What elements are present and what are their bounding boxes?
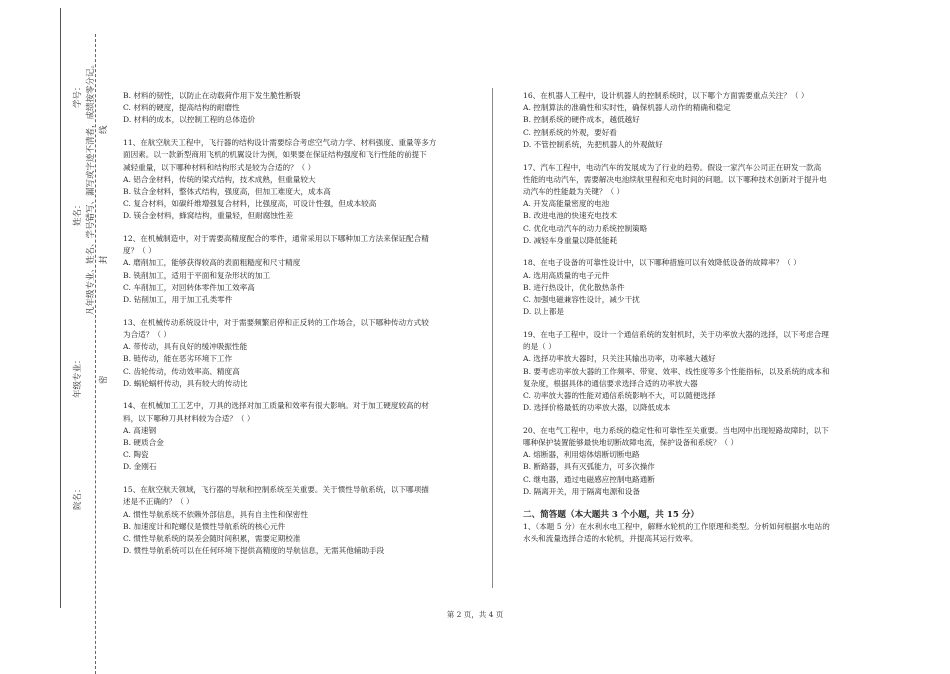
answer-option: B. 加速度计和陀螺仪是惯性导航系统的核心元件 — [123, 521, 286, 531]
right-column — [523, 90, 843, 545]
answer-option: C. 复合材料，如碳纤维增强复合材料，比强度高，可设计性强，但成本较高 — [123, 199, 377, 209]
answer-option: D. 蜗轮蜗杆传动，具有较大的传动比 — [123, 378, 248, 388]
spacer — [523, 498, 843, 509]
spacer — [523, 247, 843, 258]
answer-option: D. 惯性导航系统可以在任何环境下提供高精度的导航信息，无需其他辅助手段 — [123, 546, 385, 556]
answer-option: B. 硬质合金 — [123, 438, 164, 448]
seal-char: 封 — [99, 255, 109, 264]
answer-option: D. 金刚石 — [123, 462, 157, 472]
answer-option: B. 链传动，能在恶劣环境下工作 — [123, 354, 233, 364]
binding-border-line — [60, 8, 61, 608]
answer-option: B. 断路器，具有灭弧能力，可多次操作 — [523, 462, 655, 472]
spacer — [523, 151, 843, 162]
question-text: 的是（ ） — [523, 342, 556, 352]
answer-option: A. 开发高能量密度的电池 — [523, 199, 610, 209]
answer-option: B. 控制系统的硬件成本，越低越好 — [523, 115, 640, 125]
question-text: 17、汽车工程中，电动汽车的发展成为了行业的趋势。假设一家汽车公司正在研发一款高 — [523, 162, 822, 172]
question-text: 11、在航空航天工程中，飞行器的结构设计需要综合考虑空气动力学、材料强度、重量等多方 — [123, 138, 437, 148]
question-text: 1、（本题 5 分）在水利水电工程中，解释水轮机的工作原理和类型。分析如何根据水电站的 — [523, 521, 830, 531]
question-text: 性能的电动汽车，需要解决电池续航里程和充电时间的问题。以下哪种技术创新对于提升电 — [523, 174, 827, 184]
answer-option: A. 熔断器，利用熔体熔断切断电路 — [523, 450, 640, 460]
answer-option: B. 改进电池的快速充电技术 — [523, 211, 617, 221]
warning-text: 漏写或字迹不清者，成绩按零分记。 — [86, 59, 96, 196]
question-text: 15、在航空航天领域，飞行器的导航和控制系统至关重要。关于惯性导航系统，以下哪项描 — [123, 485, 429, 495]
page-footer: 第 2 页，共 4 页 — [446, 610, 504, 619]
spacer — [123, 306, 483, 317]
answer-option: D. 不管控制系统，先把机器人的外观做好 — [523, 139, 663, 149]
question-text: 哪种保护装置能够最快地切断故障电流，保护设备和系统？（ ） — [523, 438, 739, 448]
answer-option: D. 隔离开关，用于隔离电源和设备 — [523, 486, 640, 496]
seal-char-2: 密 — [99, 375, 109, 384]
answer-option: C. 齿轮传动，传动效率高、精度高 — [123, 366, 240, 376]
answer-option: A. 选择功率放大器时，只关注其输出功率，功率越大越好 — [523, 354, 716, 364]
answer-option: D. 材料的成本，以控制工程的总体造价 — [123, 115, 256, 125]
answer-option: A. 带传动，具有良好的缓冲吸振性能 — [123, 342, 248, 352]
answer-option: A. 磨削加工，能够获得较高的表面粗糙度和尺寸精度 — [123, 258, 301, 268]
answer-option: B. 要考虑功率放大器的工作频率、带宽、效率、线性度等多个性能指标，以及系统的成本和 — [523, 366, 830, 376]
answer-option: A. 控制算法的准确性和实时性，确保机器人动作的精确和稳定 — [523, 103, 731, 113]
spacer — [123, 390, 483, 401]
answer-option: C. 优化电动汽车的动力系统控制策略 — [523, 223, 648, 233]
answer-option: D. 镁合金材料，蜂窝结构，重量轻，但耐腐蚀性差 — [123, 211, 294, 221]
answer-option: C. 惯性导航系统的误差会随时间积累，需要定期校准 — [123, 534, 301, 543]
answer-option: C. 加强电磁兼容性设计，减少干扰 — [523, 295, 640, 305]
question-text: 12、在机械制造中，对于需要高精度配合的零件，通常采用以下哪种加工方法来保证配合精 — [123, 234, 429, 244]
section-title: 二、简答题（本大题共 3 个小题，共 15 分） — [523, 509, 700, 520]
answer-option: 复杂度，根据具体的通信要求选择合适的功率放大器 — [523, 378, 698, 388]
question-text: 19、在电子工程中，设计一个通信系统的发射机时，关于功率放大器的选择，以下考虑合理 — [523, 329, 829, 339]
answer-option: C. 材料的硬度，提高结构的耐磨性 — [123, 103, 240, 113]
question-text: 述是不正确的？（ ） — [123, 497, 194, 507]
answer-option: A. 选用高质量的电子元件 — [523, 270, 610, 280]
name-label: 姓名： — [73, 200, 83, 226]
answer-option: C. 控制系统的外观，要好看 — [523, 127, 617, 137]
question-text: 16、在机器人工程中，设计机器人的控制系统时，以下哪个方面需要重点关注？（ ） — [523, 91, 809, 100]
spacer — [123, 474, 483, 485]
answer-option: D. 减轻车身重量以降低能耗 — [523, 235, 618, 245]
question-text: 14、在机械加工工艺中，刀具的选择对加工质量和效率有很大影响。对于加工硬度较高的材 — [123, 401, 429, 411]
spacer — [123, 223, 483, 234]
student-id-label: 学号： — [73, 82, 83, 108]
answer-option: B. 钛合金材料，整体式结构，强度高，但加工难度大，成本高 — [123, 186, 331, 196]
question-text: 20、在电气工程中，电力系统的稳定性和可靠性至关重要。当电网中出现短路故障时，以下 — [523, 425, 829, 435]
answer-option: B. 铣削加工，适用于平面和复杂形状的加工 — [123, 270, 271, 280]
fill-instruction: 凡年级专业、姓名、学号错写、 — [86, 195, 96, 315]
school-label: 院名： — [73, 484, 83, 510]
dept-label: 年级专业： — [73, 355, 83, 398]
answer-option: D. 选择价格最低的功率放大器，以降低成本 — [523, 403, 671, 413]
question-text: 料，以下哪种刀具材料较为合适？（ ） — [123, 413, 255, 423]
answer-option: C. 功率放大器的性能对通信系统影响不大，可以随便选择 — [523, 390, 716, 400]
question-text: 18、在电子设备的可靠性设计中，以下哪种措施可以有效降低设备的故障率？（ ） — [523, 258, 801, 268]
spacer — [523, 414, 843, 425]
question-text: 度？（ ） — [123, 246, 156, 256]
left-column — [123, 90, 483, 557]
question-text: 面因素。以一款新型商用飞机的机翼设计为例，如果要在保证结构强度和飞行性能的前提下 — [123, 150, 427, 160]
question-text: 为合适？（ ） — [123, 329, 171, 339]
line-char: 线 — [99, 125, 109, 134]
answer-option: D. 以上都是 — [523, 307, 565, 317]
answer-option: A. 铝合金材料，传统的梁式结构，技术成熟，但重量较大 — [123, 174, 316, 184]
answer-option: B. 材料的韧性，以防止在动载荷作用下发生脆性断裂 — [123, 91, 301, 100]
binding-margin — [0, 0, 110, 672]
answer-option: B. 进行热设计，优化散热条件 — [523, 282, 625, 292]
answer-option: A. 惯性导航系统不依赖外部信息，具有自主性和保密性 — [123, 509, 308, 519]
question-text: 水头和流量选择合适的水轮机，并提高其运行效率。 — [523, 534, 698, 543]
answer-option: D. 钻削加工，用于加工孔类零件 — [123, 295, 233, 305]
question-text: 减轻重量，以下哪种材料和结构形式是较为合适的？（ ） — [123, 162, 316, 172]
spacer — [123, 127, 483, 138]
spacer — [523, 318, 843, 329]
answer-option: C. 陶瓷 — [123, 450, 149, 460]
question-text: 13、在机械传动系统设计中，对于需要频繁启停和正反转的工作场合，以下哪种传动方式较 — [123, 317, 429, 327]
answer-option: A. 高速钢 — [123, 425, 157, 435]
answer-option: C. 车削加工，对回转体零件加工效率高 — [123, 282, 255, 292]
column-divider — [492, 88, 493, 588]
answer-option: C. 继电器，通过电磁感应控制电路通断 — [523, 474, 655, 484]
question-text: 动汽车的性能最为关键？（ ） — [523, 186, 625, 196]
